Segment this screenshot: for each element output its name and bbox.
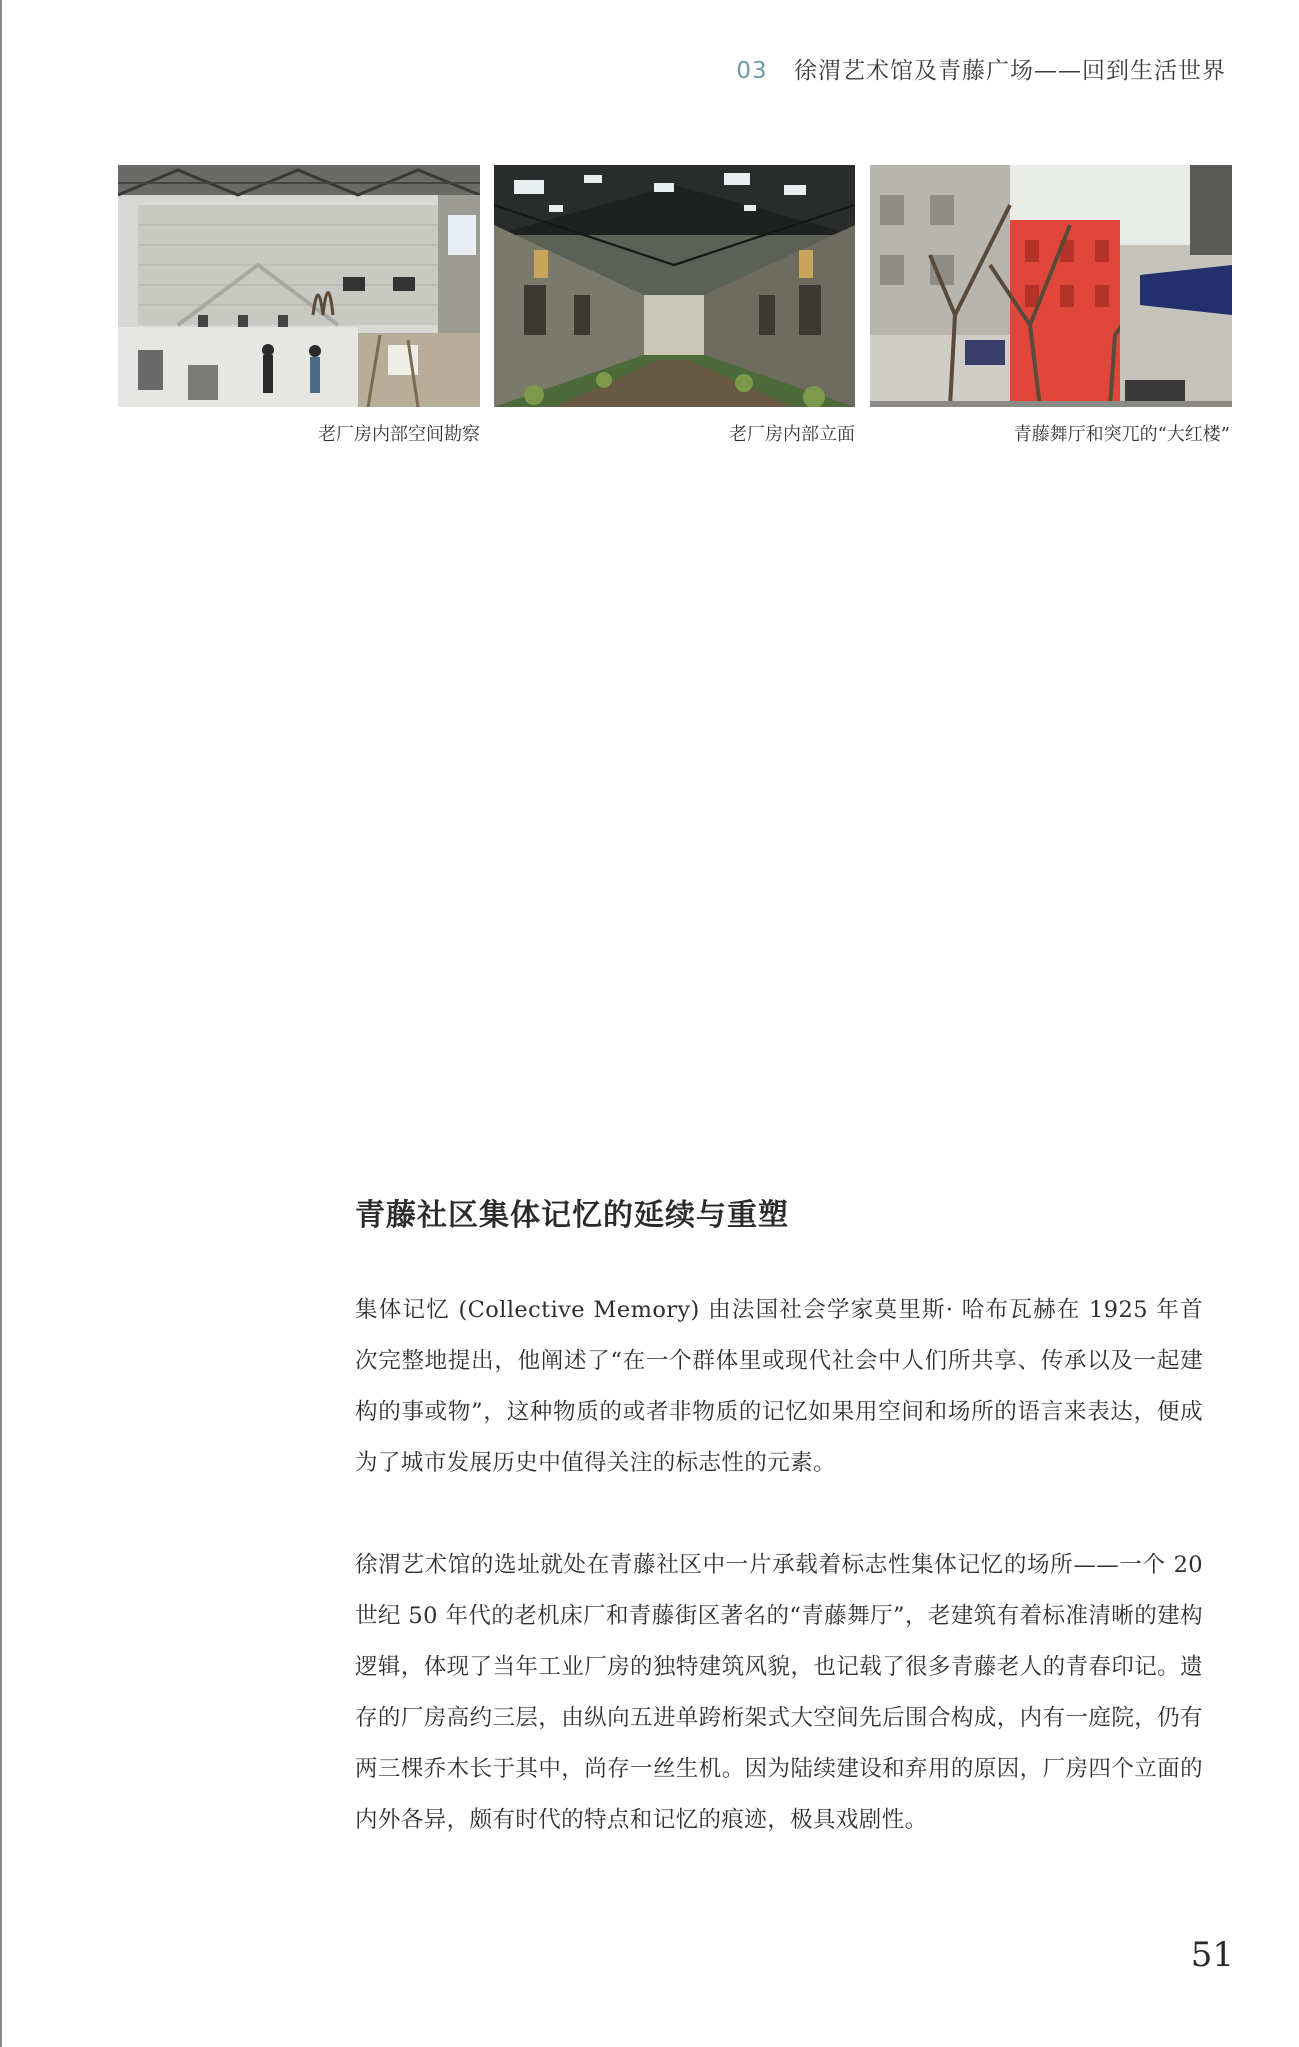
photo-caption-2: 老厂房内部立面 (729, 424, 855, 445)
factory-interior-elevation-photo (494, 165, 855, 407)
factory-interior-survey-photo (118, 165, 480, 407)
dance-hall-red-building-photo (870, 165, 1232, 407)
body-paragraph: 徐渭艺术馆的选址就处在青藤社区中一片承载着标志性集体记忆的场所——一个 20 世纪 50 年代的老机床厂和青藤街区著名的“青藤舞厅”，老建筑有着标准清晰的建构逻辑，体现了当年工业厂房的独特建筑风貌，也记载了很多青藤老人的青春印记。遗存的厂房高约三层，由纵向五进单跨桁架式大空间先后围合构成，内有一庭院，仍有两三棵乔木长于其中，尚存一丝生机。因为陆续建设和弃用的原因，厂房四个立面的内外各异，颇有时代的特点和记忆的痕迹，极具戏剧性。 (355, 1552, 1203, 1833)
body-paragraph: 集体记忆 (Collective Memory) 由法国社会学家莫里斯· 哈布瓦赫在 1925 年首次完整地提出，他阐述了“在一个群体里或现代社会中人们所共享、传承以及一起建构的事或物”，这种物质的或者非物质的记忆如果用空间和场所的语言来表达，便成为了城市发展历史中值得关注的标志性的元素。 (355, 1297, 1203, 1476)
photo-caption-3: 青藤舞厅和突兀的“大红楼” (1013, 424, 1230, 445)
photo-caption-1: 老厂房内部空间勘察 (318, 424, 480, 445)
chapter-title: 徐渭艺术馆及青藤广场——回到生活世界 (794, 58, 1226, 84)
section-title: 青藤社区集体记忆的延续与重塑 (355, 1198, 789, 1233)
page-number: 51 (1190, 1935, 1234, 1975)
running-header (736, 52, 1226, 85)
page-edge (0, 0, 2, 2047)
chapter-number: 03 (736, 58, 768, 84)
